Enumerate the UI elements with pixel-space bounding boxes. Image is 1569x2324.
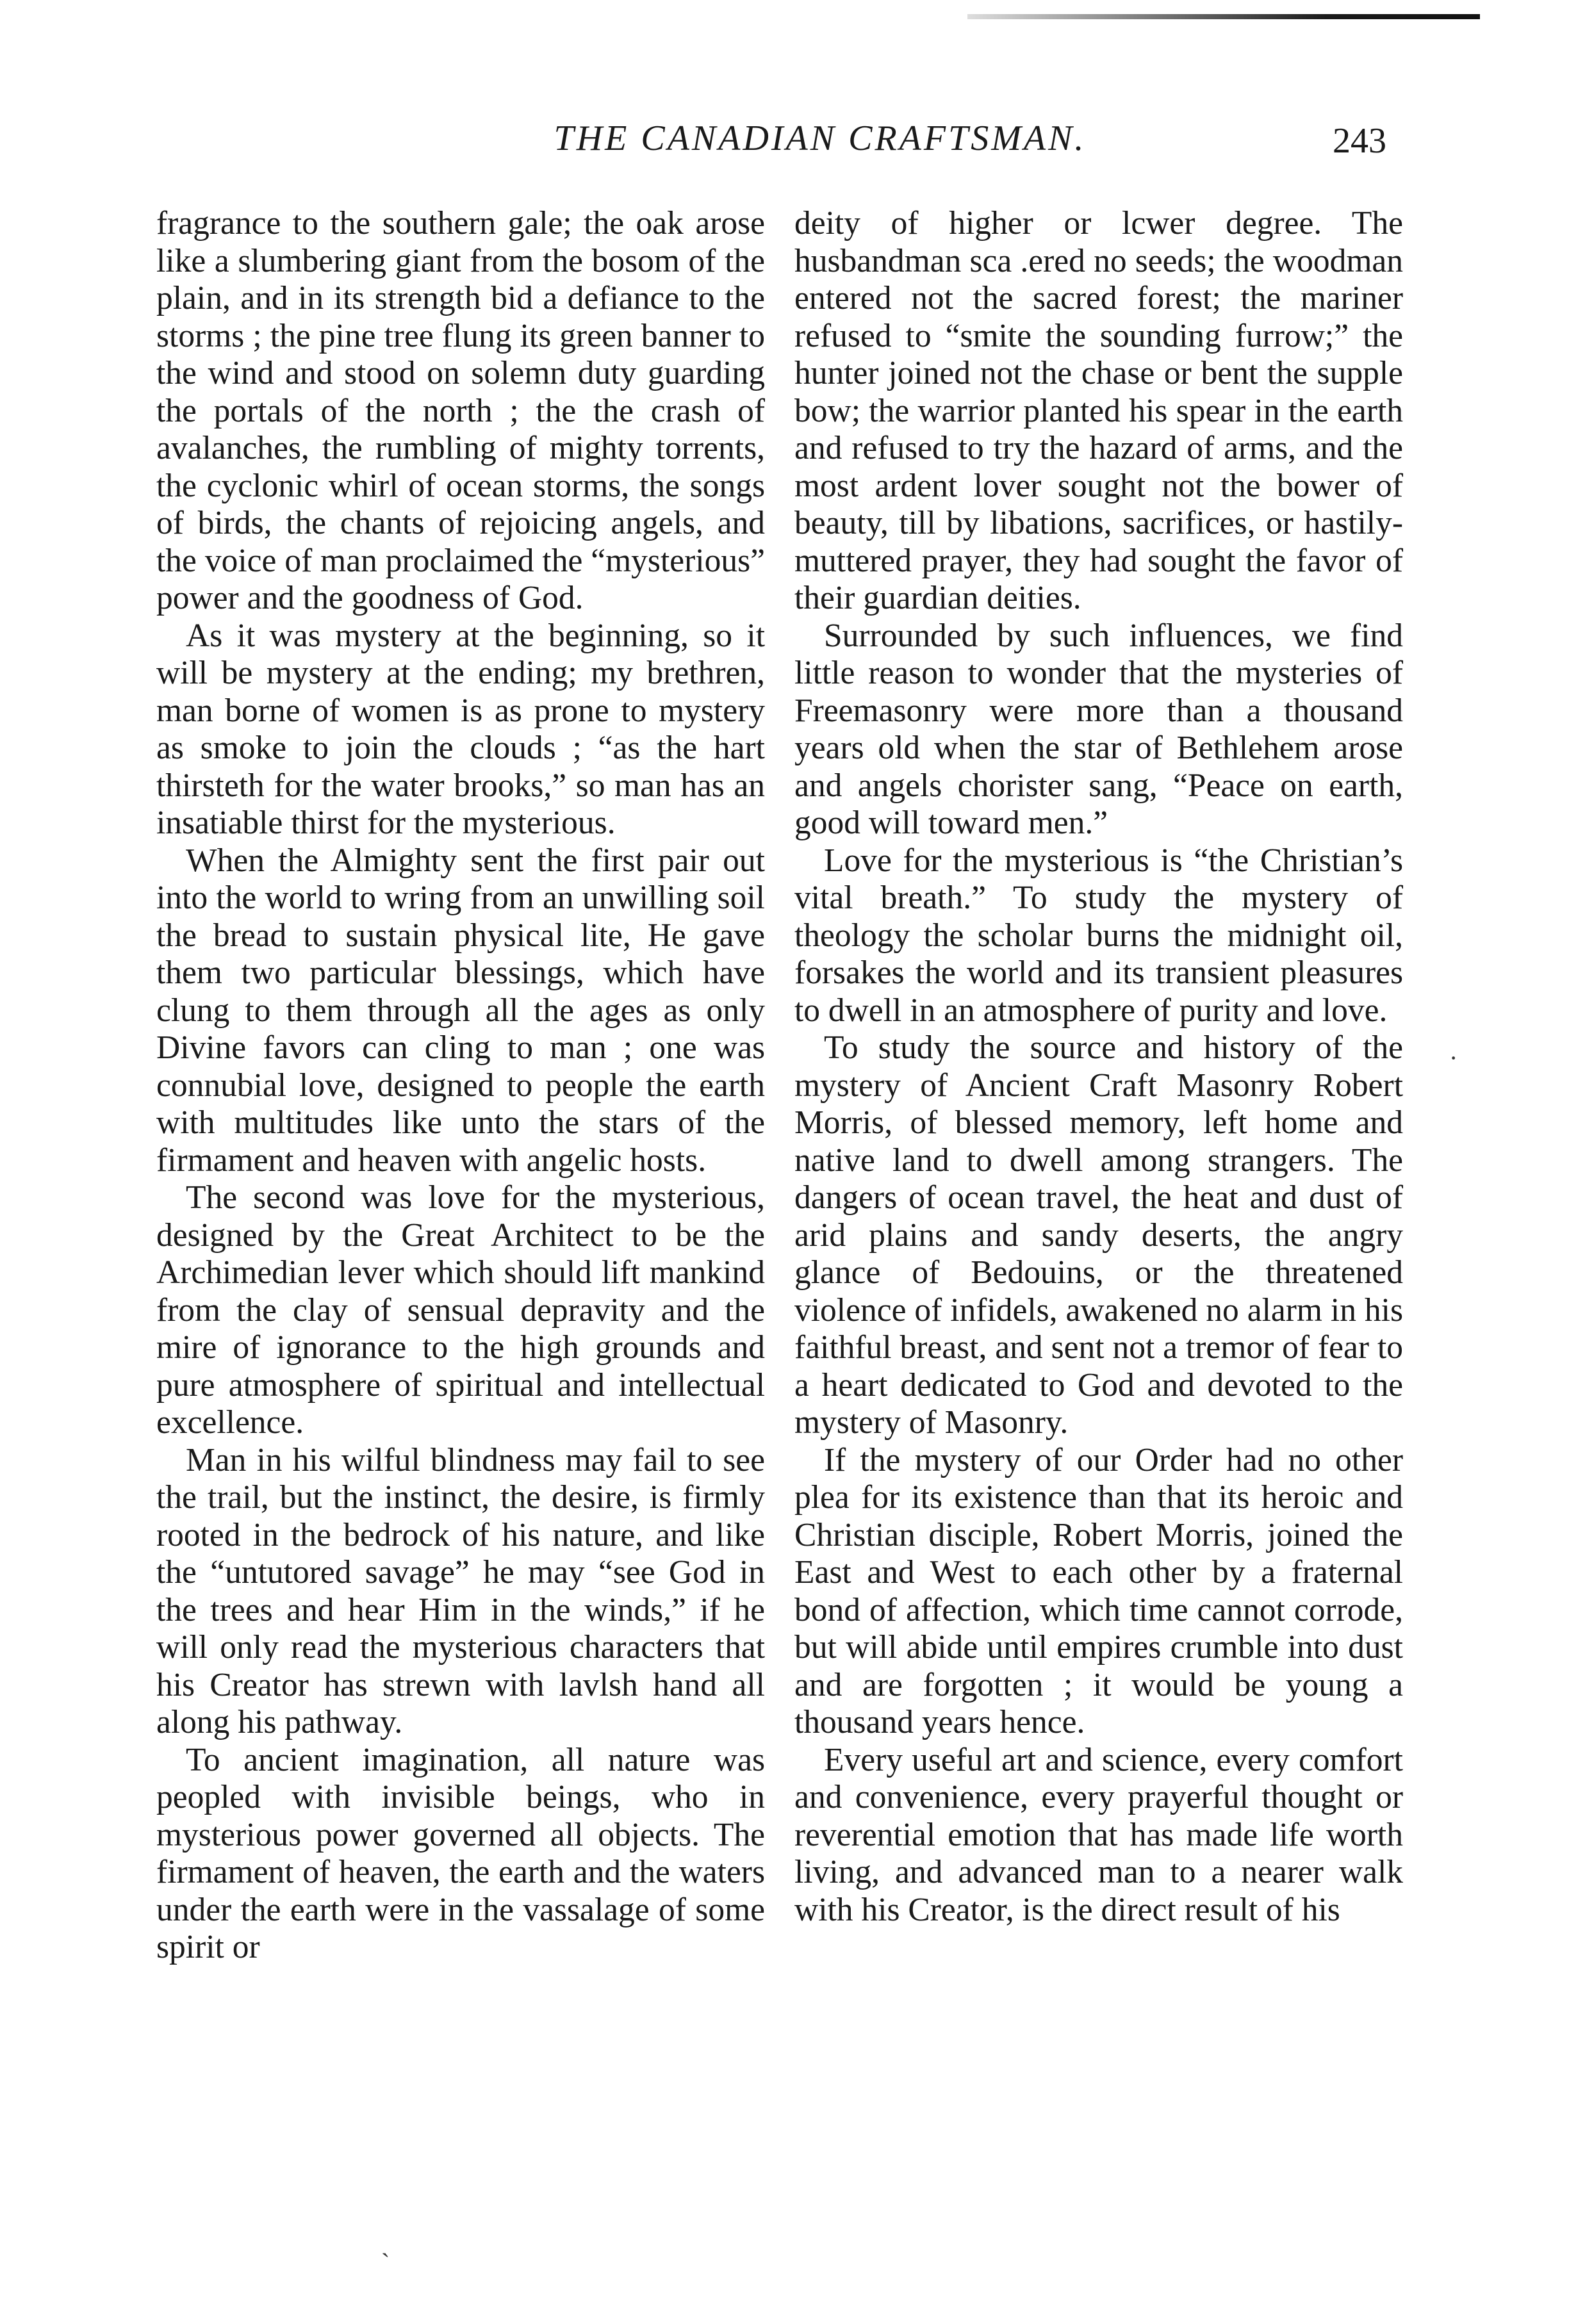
right-paragraph-4: To study the source and history of the mystery of Ancient Craft Masonry Robert Morris, of blessed memory, left home and native land to dwell among strangers. The dangers of ocean travel, the heat and dust of arid plains and sandy deserts, the angry glance of Bedouins, or the threatened violence of infidels, awakened no alarm in his faithful breast, and sent not a tremor of fear to a heart dedicated to God and devoted to the mystery of Masonry. [794, 1029, 1403, 1441]
right-paragraph-3: Love for the mysterious is “the Christian’s vital breath.” To study the mystery of theology the scholar burns the midnight oil, forsakes the world and its transient pleasures to dwell in an atmosphere of purity and love. [794, 842, 1403, 1029]
margin-dot-mark: · [1449, 1043, 1458, 1072]
page-number: 243 [1333, 121, 1386, 161]
right-paragraph-5: If the mystery of our Order had no other plea for its existence than that its heroic and Christian disciple, Robert Morris, joined the East and West to each other by a fraternal bond of affection, which time cannot corrode, but will abide until empires crumble into dust and are forgotten ; it would be young a thousand years hence. [794, 1441, 1403, 1740]
left-paragraph-4: The second was love for the mysterious, designed by the Great Architect to be the Archimedian lever which should lift mankind from the clay of sensual depravity and the mire of ignorance to the high grounds and pure atmosphere of spiritual and intellectual excellence. [156, 1179, 765, 1441]
right-column [794, 205, 1403, 1929]
left-column [156, 205, 765, 1967]
left-paragraph-3: When the Almighty sent the first pair out into the world to wring from an unwilling soil the bread to sustain physical lite, He gave them two particular blessings, which have clung to them through all the ages as only Divine favors can cling to man ; one was connubial love, designed to people the earth with multitudes like unto the stars of the firmament and heaven with angelic hosts. [156, 842, 765, 1179]
right-paragraph-6: Every useful art and science, every comfort and convenience, every prayerful thought or reverential emotion that has made life worth living, and advanced man to a nearer walk with his Creator, is the direct result of his [794, 1741, 1403, 1928]
right-paragraph-2: Surrounded by such influences, we find little reason to wonder that the mysteries of Freemasonry were more than a thousand years old when the star of Bethlehem arose and angels chorister sang, “Peace on earth, good will toward men.” [794, 617, 1403, 841]
left-paragraph-2: As it was mystery at the beginning, so it will be mystery at the ending; my brethren, man borne of women is as prone to mystery as smoke to join the clouds ; “as the hart thirsteth for the water brooks,” so man has an insatiable thirst for the mysterious. [156, 617, 765, 841]
left-paragraph-6: To ancient imagination, all nature was peopled with invisible beings, who in mysterious power governed all objects. The firmament of heaven, the earth and the waters under the earth were in the vassalage of some spirit or [156, 1741, 765, 1965]
left-paragraph-5: Man in his wilful blindness may fail to see the trail, but the instinct, the desire, is firmly rooted in the bedrock of his nature, and like the “untutored savage” he may “see God in the trees and hear Him in the winds,” if he will only read the mysterious characters that his Creator has strewn with lavlsh hand all along his pathway. [156, 1441, 765, 1740]
bottom-tick-mark: ˎ [381, 2229, 390, 2257]
top-decorative-rule [967, 14, 1480, 19]
left-paragraph-1: fragrance to the southern gale; the oak arose like a slumbering giant from the bosom of the plain, and in its strength bid a defiance to the storms ; the pine tree flung its green banner to the wind and stood on solemn duty guarding the portals of the north ; the the crash of avalanches, the rumbling of mighty torrents, the cyclonic whirl of ocean storms, the songs of birds, the chants of rejoicing angels, and the voice of man proclaimed the “mysterious” power and the goodness of God. [156, 205, 765, 616]
right-paragraph-1: deity of higher or lcwer degree. The husbandman sca .ered no seeds; the woodman entered not the sacred forest; the mariner refused to “smite the sounding furrow;” the hunter joined not the chase or bent the supple bow; the warrior planted his spear in the earth and refused to try the hazard of arms, and the most ardent lover sought not the bower of beauty, till by libations, sacrifices, or hastily-muttered prayer, they had sought the favor of their guardian deities. [794, 205, 1403, 616]
running-title: THE CANADIAN CRAFTSMAN. [554, 119, 1087, 158]
